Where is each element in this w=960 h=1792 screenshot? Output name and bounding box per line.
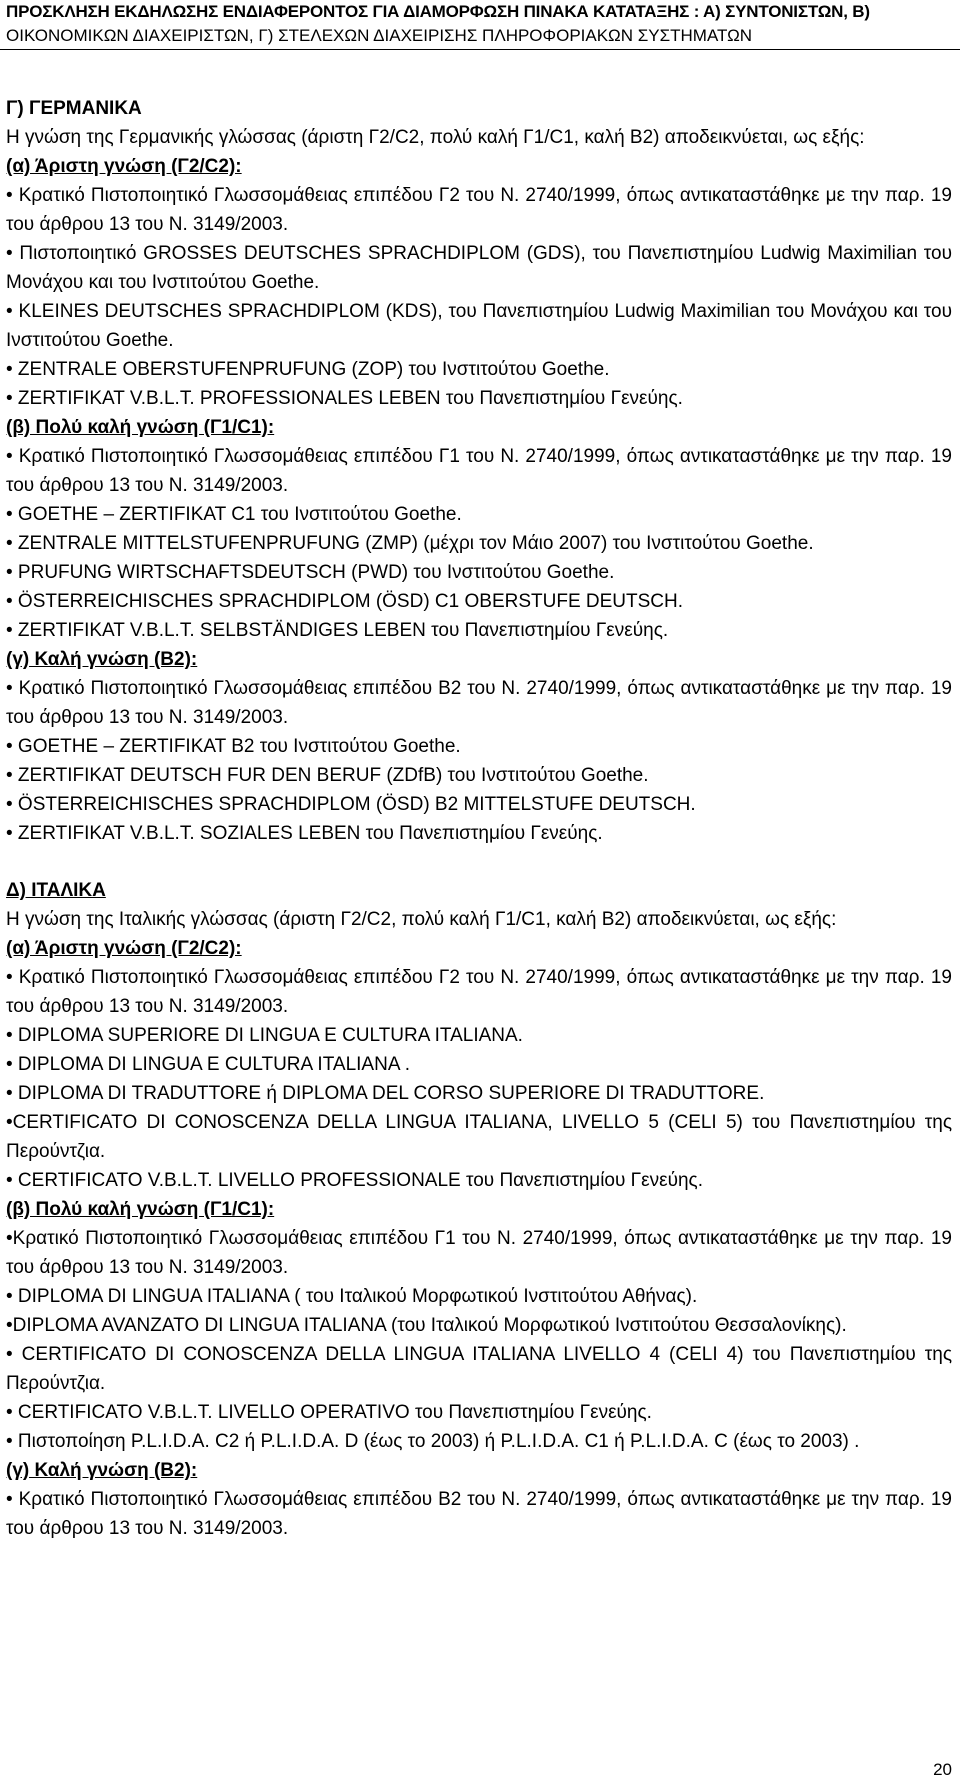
german-excellent-title: (α) Άριστη γνώση (Γ2/C2): (6, 156, 242, 177)
list-item: • PRUFUNG WIRTSCHAFTSDEUTSCH (PWD) του Ινστιτούτου Goethe. (6, 562, 615, 583)
list-item: • Κρατικό Πιστοποιητικό Γλωσσομάθειας επιπέδου Β2 του Ν. 2740/1999, όπως αντικαταστάθηκε με την παρ. 19 του άρθρου 13 του Ν. 3149/2003. (6, 1489, 952, 1539)
page-number: 20 (933, 1760, 952, 1779)
list-item: • Κρατικό Πιστοποιητικό Γλωσσομάθειας επιπέδου Β2 του Ν. 2740/1999, όπως αντικαταστάθηκε με την παρ. 19 του άρθρου 13 του Ν. 3149/2003. (6, 678, 952, 728)
list-item: • Κρατικό Πιστοποιητικό Γλωσσομάθειας επιπέδου Γ2 του Ν. 2740/1999, όπως αντικαταστάθηκε με την παρ. 19 του άρθρου 13 του Ν. 3149/2003. (6, 967, 952, 1017)
list-item: • GOETHE – ZERTIFIKAT C1 του Ινστιτούτου Goethe. (6, 504, 462, 525)
italian-good-title: (γ) Καλή γνώση (Β2): (6, 1460, 198, 1481)
list-item: • ZENTRALE MITTELSTUFENPRUFUNG (ZMP) (μέχρι τον Μάιο 2007) του Ινστιτούτου Goethe. (6, 533, 814, 554)
list-item: • CERTIFICATO DI CONOSCENZA DELLA LINGUA ITALIANA LIVELLO 4 (CELI 4) του Πανεπιστημίου της Περούντζια. (6, 1344, 952, 1394)
list-item: •DIPLOMA AVANZATO DI LINGUA ITALIANA (του Ιταλικού Μορφωτικού Ινστιτούτου Θεσσαλονίκης). (6, 1315, 847, 1336)
list-item: • Πιστοποιητικό GROSSES DEUTSCHES SPRACHDIPLOM (GDS), του Πανεπιστημίου Ludwig Maximilian του Μονάχου και του Ινστιτούτου Goethe. (6, 243, 952, 293)
list-item: •Κρατικό Πιστοποιητικό Γλωσσομάθειας επιπέδου Γ1 του Ν. 2740/1999, όπως αντικαταστάθηκε με την παρ. 19 του άρθρου 13 του Ν. 3149/2003. (6, 1228, 952, 1278)
header-title-line-1: ΠΡΟΣΚΛΗΣΗ ΕΚΔΗΛΩΣΗΣ ΕΝΔΙΑΦΕΡΟΝΤΟΣ ΓΙΑ ΔΙΑΜΟΡΦΩΣΗ ΠΙΝΑΚΑ ΚΑΤΑΤΑΞΗΣ : Α) ΣΥΝΤΟΝΙΣΤΩΝ, Β) (6, 2, 870, 21)
section-spacer (6, 848, 952, 876)
section-heading-italian: Δ) ΙΤΑΛΙΚΑ (6, 880, 106, 901)
german-intro: Η γνώση της Γερμανικής γλώσσας (άριστη Γ2/C2, πολύ καλή Γ1/C1, καλή Β2) αποδεικνύεται, ως εξής: (6, 127, 865, 148)
german-very-good-title: (β) Πολύ καλή γνώση (Γ1/C1): (6, 417, 275, 438)
list-item: • DIPLOMA DI TRADUTTORE ή DIPLOMA DEL CORSO SUPERIORE DI TRADUTTORE. (6, 1083, 765, 1104)
german-good-title: (γ) Καλή γνώση (Β2): (6, 649, 198, 670)
list-item: • ZERTIFIKAT V.B.L.T. PROFESSIONALES LEBEN του Πανεπιστημίου Γενεύης. (6, 388, 683, 409)
list-item: • DIPLOMA SUPERIORE DI LINGUA E CULTURA ITALIANA. (6, 1025, 523, 1046)
list-item: • GOETHE – ZERTIFIKAT B2 του Ινστιτούτου Goethe. (6, 736, 461, 757)
document-header (0, 0, 960, 50)
list-item: • ZENTRALE OBERSTUFENPRUFUNG (ZOP) του Ινστιτούτου Goethe. (6, 359, 610, 380)
italian-intro: Η γνώση της Ιταλικής γλώσσας (άριστη Γ2/C2, πολύ καλή Γ1/C1, καλή Β2) αποδεικνύεται, ως εξής: (6, 909, 837, 930)
list-item: • ZERTIFIKAT V.B.L.T. SOZIALES LEBEN του Πανεπιστημίου Γενεύης. (6, 823, 603, 844)
italian-very-good-title: (β) Πολύ καλή γνώση (Γ1/C1): (6, 1199, 275, 1220)
list-item: • DIPLOMA DI LINGUA ITALIANA ( του Ιταλικού Μορφωτικού Ινστιτούτου Αθήνας). (6, 1286, 698, 1307)
list-item: • ZERTIFIKAT V.B.L.T. SELBSTÄNDIGES LEBEN του Πανεπιστημίου Γενεύης. (6, 620, 669, 641)
list-item: •CERTIFICATO DI CONOSCENZA DELLA LINGUA ITALIANA, LIVELLO 5 (CELI 5) του Πανεπιστημίου της Περούντζια. (6, 1112, 952, 1162)
list-item: • Πιστοποίηση P.L.I.D.A. C2 ή P.L.I.D.A. D (έως το 2003) ή P.L.I.D.A. C1 ή P.L.I.D.A. C (έως το 2003) . (6, 1431, 860, 1452)
list-item: • ÖSTERREICHISCHES SPRACHDIPLOM (ÖSD) B2 MITTELSTUFE DEUTSCH. (6, 794, 696, 815)
italian-excellent-title: (α) Άριστη γνώση (Γ2/C2): (6, 938, 242, 959)
header-title-line-2: ΟΙΚΟΝΟΜΙΚΩΝ ΔΙΑΧΕΙΡΙΣΤΩΝ, Γ) ΣΤΕΛΕΧΩΝ ΔΙΑΧΕΙΡΙΣΗΣ ΠΛΗΡΟΦΟΡΙΑΚΩΝ ΣΥΣΤΗΜΑΤΩΝ (6, 26, 753, 45)
list-item: • ZERTIFIKAT DEUTSCH FUR DEN BERUF (ZDfB) του Ινστιτούτου Goethe. (6, 765, 649, 786)
list-item: • CERTIFICATO V.B.L.T. LIVELLO OPERATIVO του Πανεπιστημίου Γενεύης. (6, 1402, 652, 1423)
list-item: • Κρατικό Πιστοποιητικό Γλωσσομάθειας επιπέδου Γ2 του Ν. 2740/1999, όπως αντικαταστάθηκε με την παρ. 19 του άρθρου 13 του Ν. 3149/2003. (6, 185, 952, 235)
list-item: • ÖSTERREICHISCHES SPRACHDIPLOM (ÖSD) C1 OBERSTUFE DEUTSCH. (6, 591, 684, 612)
section-heading-german: Γ) ΓΕΡΜΑΝΙΚΑ (6, 98, 142, 119)
list-item: • KLEINES DEUTSCHES SPRACHDIPLOM (KDS), του Πανεπιστημίου Ludwig Maximilian του Μονάχου και του Ινστιτούτου Goethe. (6, 301, 952, 351)
list-item: • CERTIFICATO V.B.L.T. LIVELLO PROFESSIONALE του Πανεπιστημίου Γενεύης. (6, 1170, 703, 1191)
document-body (6, 94, 952, 1543)
list-item: • Κρατικό Πιστοποιητικό Γλωσσομάθειας επιπέδου Γ1 του Ν. 2740/1999, όπως αντικαταστάθηκε με την παρ. 19 του άρθρου 13 του Ν. 3149/2003. (6, 446, 952, 496)
list-item: • DIPLOMA DI LINGUA E CULTURA ITALIANA . (6, 1054, 411, 1075)
